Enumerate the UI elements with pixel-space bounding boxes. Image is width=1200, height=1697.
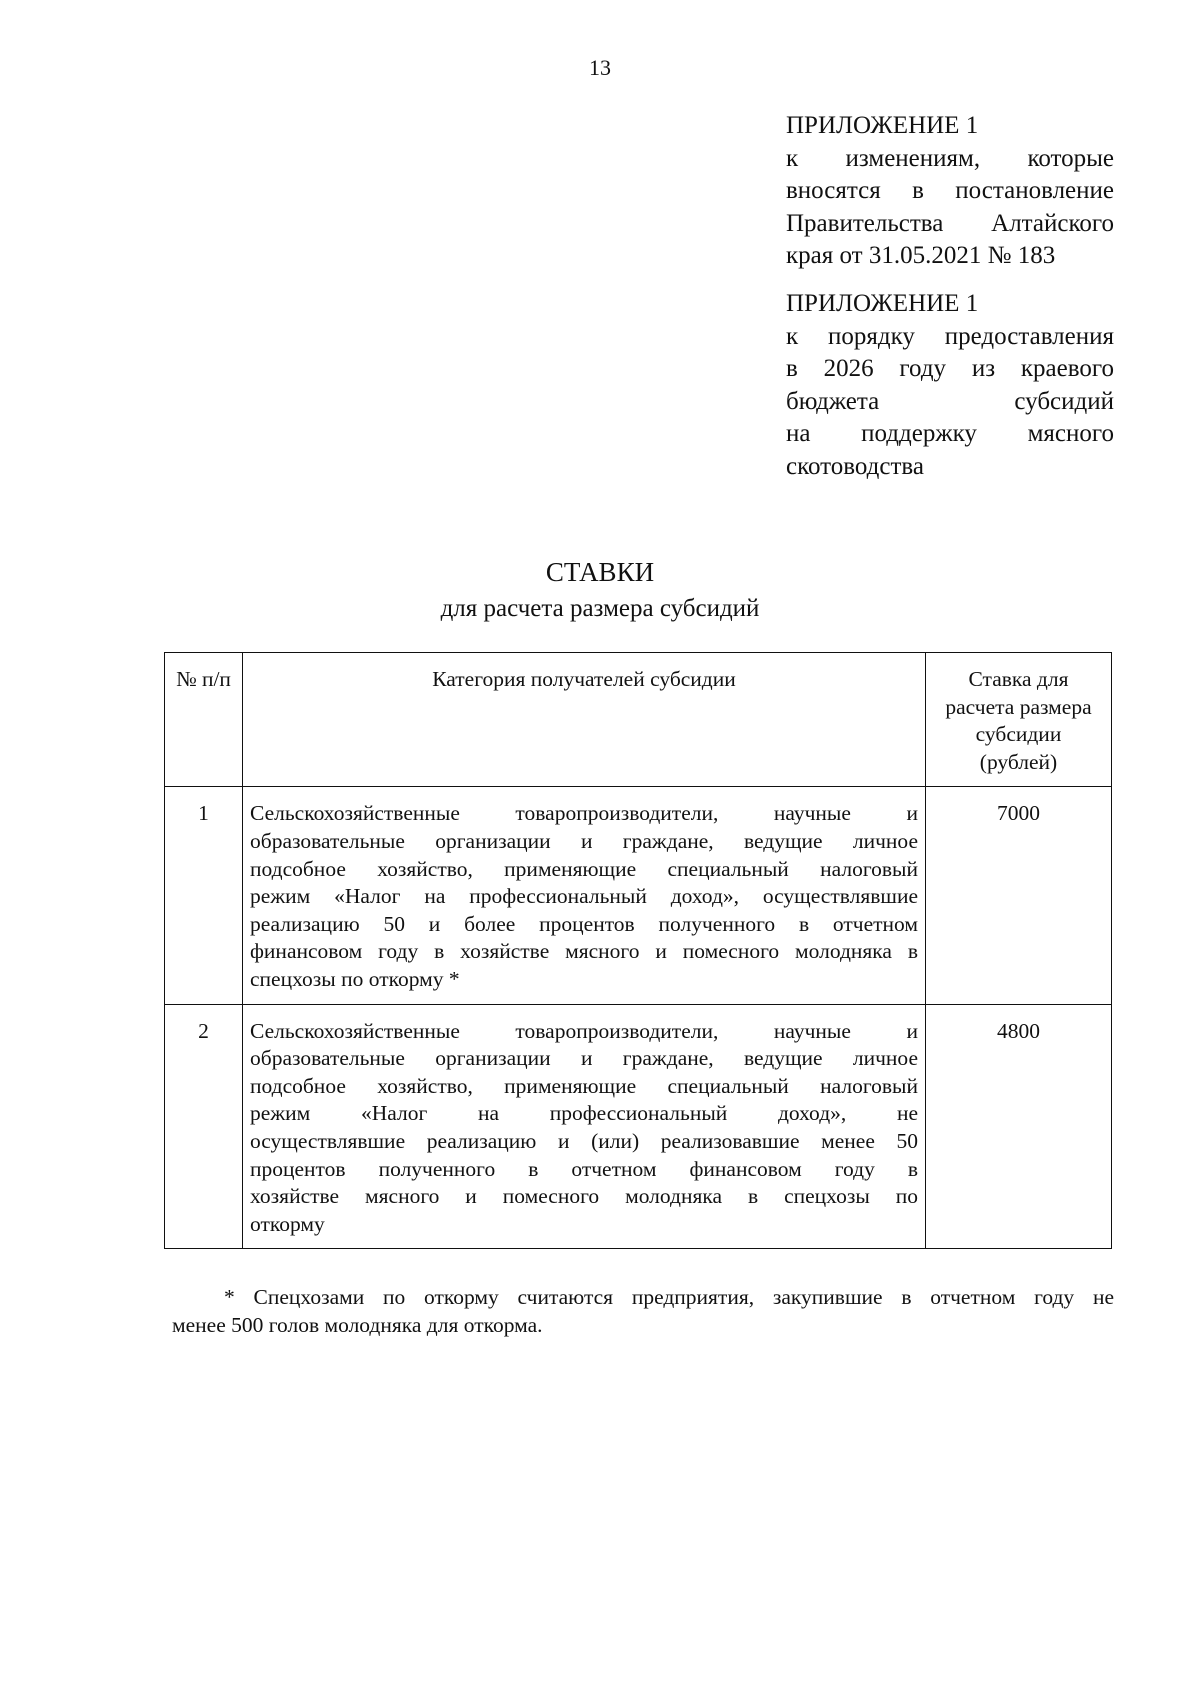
appendix-line: скотоводства [786, 452, 924, 480]
category-line: спецхозы по откорму * [250, 966, 460, 991]
appendix-line: Правительства Алтайского [786, 209, 1114, 237]
category-line: хозяйстве мясного и помесного молодняка в спецхозы по [250, 1184, 918, 1209]
category-line: откорму [250, 1211, 325, 1236]
appendix-line: к изменениям, которые [786, 144, 1114, 172]
appendix-line: края от 31.05.2021 № 183 [786, 242, 1056, 269]
page-number: 13 [589, 55, 611, 80]
appendix-line: бюджета субсидий [786, 387, 1114, 415]
header-num: № п/п [165, 653, 243, 787]
category-line: образовательные организации и граждане, ведущие личное [250, 828, 918, 853]
category-line: осуществлявшие реализацию и (или) реализовавшие менее 50 [250, 1128, 918, 1153]
appendix-block-procedure [786, 288, 1114, 483]
header-category: Категория получателей субсидии [243, 653, 926, 787]
category-line: Сельскохозяйственные товаропроизводители, научные и [250, 1018, 918, 1043]
footnote [172, 1283, 1114, 1339]
category-line: режим «Налог на профессиональный доход», не [250, 1101, 918, 1126]
category-line: процентов полученного в отчетном финансовом году в [250, 1156, 918, 1181]
table-header-row [165, 653, 1112, 787]
category-line: финансовом году в хозяйстве мясного и помесного молодняка в [250, 939, 918, 964]
table-row [165, 787, 1112, 1004]
category-line: реализацию 50 и более процентов полученного в отчетном [250, 911, 918, 936]
row-category [243, 787, 926, 1004]
header-rate-line: (рублей) [979, 749, 1058, 774]
footnote-line: менее 500 голов молодняка для откорма. [172, 1313, 543, 1337]
category-line: подсобное хозяйство, применяющие специальный налоговый [250, 1073, 918, 1098]
category-line: режим «Налог на профессиональный доход», осуществлявшие [250, 884, 918, 909]
appendix-line: в 2026 году из краевого [786, 355, 1114, 382]
appendix-heading: ПРИЛОЖЕНИЕ 1 [786, 290, 979, 317]
appendix-heading: ПРИЛОЖЕНИЕ 1 [786, 112, 979, 139]
document-title: СТАВКИ [545, 557, 655, 587]
document-subtitle: для расчета размера субсидий [440, 595, 760, 622]
rates-table [164, 652, 1112, 1249]
appendix-line: на поддержку мясного [786, 420, 1114, 447]
table-row [165, 1004, 1112, 1249]
row-rate: 4800 [926, 1004, 1112, 1249]
footnote-line: * Спецхозами по откорму считаются предприятия, закупившие в отчетном году не [224, 1285, 1114, 1309]
header-rate-line: расчета размера [945, 694, 1092, 719]
appendix-line: вносятся в постановление [786, 177, 1114, 204]
appendix-line: к порядку предоставления [786, 322, 1114, 350]
row-rate: 7000 [926, 787, 1112, 1004]
row-num: 1 [165, 787, 243, 1004]
category-line: Сельскохозяйственные товаропроизводители, научные и [250, 801, 918, 826]
appendix-block-amendments [786, 110, 1114, 273]
category-line: образовательные организации и граждане, ведущие личное [250, 1046, 918, 1071]
header-rate-line: субсидии [975, 722, 1062, 747]
header-rate-line: Ставка для [968, 667, 1069, 691]
row-category [243, 1004, 926, 1249]
row-num: 2 [165, 1004, 243, 1249]
header-rate [926, 653, 1112, 787]
category-line: подсобное хозяйство, применяющие специальный налоговый [250, 856, 918, 881]
